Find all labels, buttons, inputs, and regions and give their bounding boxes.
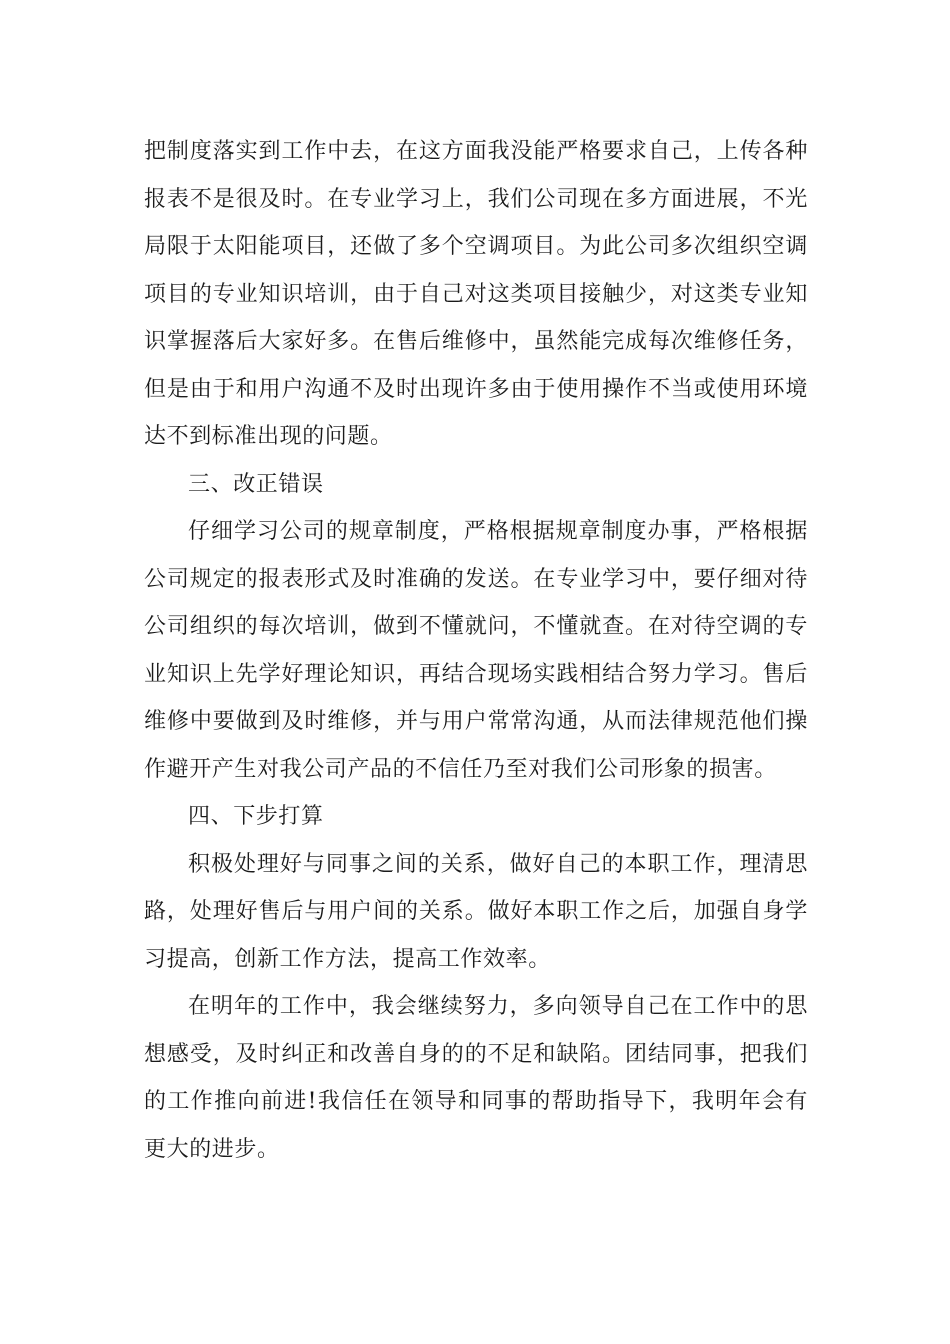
body-paragraph-corrections: 仔细学习公司的规章制度，严格根据规章制度办事，严格根据公司规定的报表形式及时准确的发送。在专业学习中，要仔细对待公司组织的每次培训，做到不懂就问，不懂就查。在对待空调的专业知识上先学好理论知识，再结合现场实践相结合努力学习。售后维修中要做到及时维修，并与用户常常沟通，从而法律规范他们操作避开产生对我公司产品的不信任乃至对我们公司形象的损害。 — [144, 519, 808, 782]
body-paragraph-closing: 在明年的工作中，我会继续努力，多向领导自己在工作中的思想感受，及时纠正和改善自身的的不足和缺陷。团结同事，把我们的工作推向前进!我信任在领导和同事的帮助指导下，我明年会有更大的进步。 — [144, 994, 808, 1162]
document-body — [144, 128, 808, 1173]
section-heading-next-steps: 四、下步打算 — [188, 804, 324, 829]
body-paragraph-continued: 把制度落实到工作中去，在这方面我没能严格要求自己，上传各种报表不是很及时。在专业学习上，我们公司现在多方面进展，不光局限于太阳能项目，还做了多个空调项目。为此公司多次组织空调项目的专业知识培训，由于自己对这类项目接触少，对这类专业知识掌握落后大家好多。在售后维修中，虽然能完成每次维修任务，但是由于和用户沟通不及时出现许多由于使用操作不当或使用环境达不到标准出现的问题。 — [144, 139, 808, 449]
body-paragraph-next-steps: 积极处理好与同事之间的关系，做好自己的本职工作，理清思路，处理好售后与用户间的关系。做好本职工作之后，加强自身学习提高，创新工作方法，提高工作效率。 — [144, 851, 808, 972]
section-heading-corrections: 三、改正错误 — [188, 471, 324, 497]
